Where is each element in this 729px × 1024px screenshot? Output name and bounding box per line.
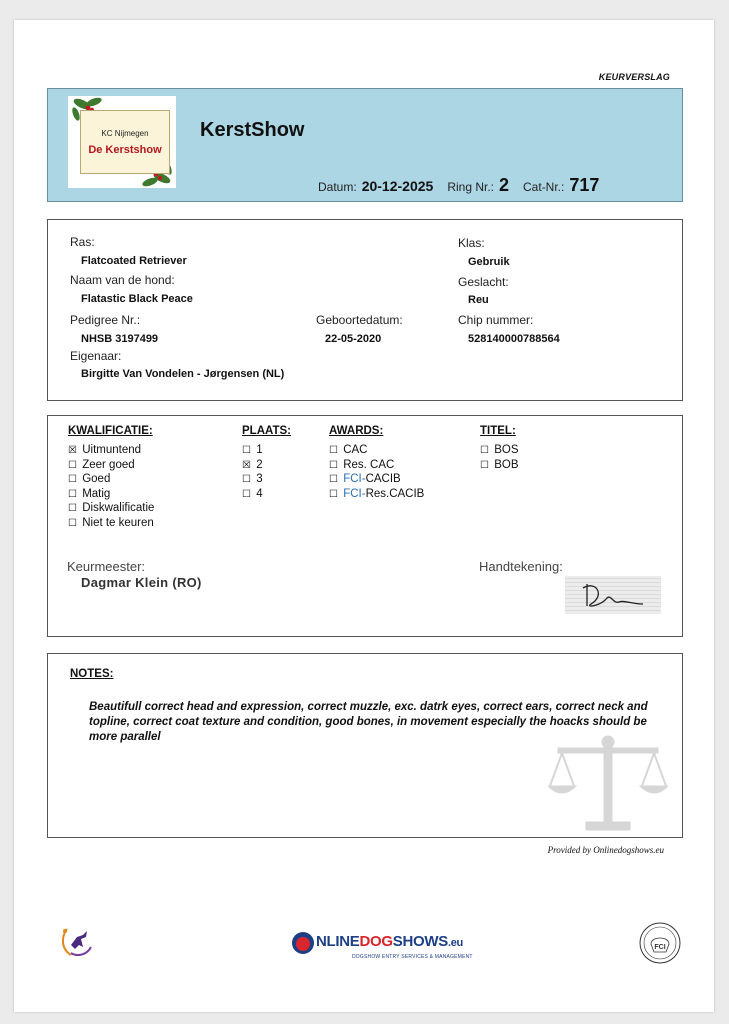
date-label: Datum: (318, 180, 357, 194)
judging-section (47, 415, 683, 637)
checkbox-icon[interactable]: ☐ (242, 474, 251, 485)
checkbox-checked-icon[interactable]: ☒ (242, 460, 251, 471)
placement-option[interactable]: ☐ 4 (242, 488, 263, 500)
checkbox-icon[interactable]: ☐ (242, 489, 251, 500)
award-option[interactable]: ☐ Res. CAC (329, 459, 395, 471)
pedigree-label: Pedigree Nr.: (70, 313, 141, 327)
signature-label: Handtekening: (479, 559, 563, 574)
checkbox-icon[interactable]: ☐ (329, 445, 338, 456)
qualification-option[interactable]: ☐ Niet te keuren (68, 517, 154, 529)
show-meta (318, 175, 599, 196)
owner-label: Eigenaar: (70, 349, 122, 363)
checkbox-icon[interactable]: ☐ (329, 460, 338, 471)
class-label: Klas: (458, 236, 485, 250)
ring-value: 2 (499, 175, 510, 195)
document-type: KEURVERSLAG (598, 72, 670, 82)
signature-image (565, 576, 661, 614)
award-option[interactable]: ☐ FCI-CACIB (329, 473, 401, 485)
report-page (14, 20, 714, 1012)
date-value: 20-12-2025 (361, 178, 434, 194)
dog-club-logo-icon (59, 923, 95, 959)
award-option[interactable]: ☐ FCI-Res.CACIB (329, 488, 425, 500)
pedigree-value: NHSB 3197499 (81, 333, 159, 345)
fci-logo-icon (639, 922, 681, 964)
title-option[interactable]: ☐ BOB (480, 459, 519, 471)
checkbox-icon[interactable]: ☐ (242, 445, 251, 456)
breed-label: Ras: (70, 235, 95, 249)
dog-name-value: Flatastic Black Peace (81, 293, 193, 305)
checkbox-icon[interactable]: ☐ (480, 460, 489, 471)
logo-frame (80, 110, 170, 174)
title-option[interactable]: ☐ BOS (480, 444, 519, 456)
checkbox-checked-icon[interactable]: ☒ (68, 445, 77, 456)
ods-wordmark: NLINEDOGSHOWS.eu (316, 933, 463, 950)
onlinedogshows-logo (292, 930, 473, 970)
notes-text: Beautifull correct head and expression, correct muzzle, exc. datrk eyes, correct ears, correct neck and topline, correct coat texture and condition, good bones, in movement especially the hoacks should be more parallel (89, 701, 648, 743)
qualification-option[interactable]: ☐ Zeer goed (68, 459, 135, 471)
sex-value: Reu (468, 294, 489, 306)
sex-label: Geslacht: (458, 275, 509, 289)
show-title: KerstShow (200, 119, 305, 141)
cat-label: Cat-Nr.: (523, 180, 565, 194)
qualification-option[interactable]: ☐ Diskwalificatie (68, 502, 155, 514)
signature-scribble-icon (565, 576, 661, 614)
scales-watermark-icon (548, 734, 668, 834)
owner-value: Birgitte Van Vondelen - Jørgensen (NL) (81, 368, 285, 380)
paw-icon (296, 937, 310, 951)
judge-label: Keurmeester: (67, 559, 146, 574)
checkbox-icon[interactable]: ☐ (68, 503, 77, 514)
show-logo (68, 96, 176, 188)
title-heading: TITEL: (480, 425, 516, 437)
checkbox-icon[interactable]: ☐ (329, 489, 338, 500)
birth-value: 22-05-2020 (325, 333, 382, 345)
ods-circle-icon (292, 932, 314, 954)
qualification-heading: KWALIFICATIE: (68, 425, 153, 437)
qualification-option[interactable]: ☐ Matig (68, 488, 111, 500)
breed-value: Flatcoated Retriever (81, 255, 187, 267)
checkbox-icon[interactable]: ☐ (68, 489, 77, 500)
chip-value: 528140000788564 (468, 333, 560, 345)
placement-option[interactable]: ☐ 3 (242, 473, 263, 485)
placement-option[interactable]: ☐ 1 (242, 444, 263, 456)
awards-heading: AWARDS: (329, 425, 384, 437)
ods-tagline: DOGSHOW ENTRY SERVICES & MANAGEMENT (352, 954, 473, 960)
dog-name-label: Naam van de hond: (70, 273, 175, 287)
placement-option[interactable]: ☒ 2 (242, 459, 263, 471)
show-header (47, 88, 683, 202)
provided-by: Provided by Onlinedogshows.eu (547, 845, 664, 855)
qualification-option[interactable]: ☐ Goed (68, 473, 111, 485)
judge-name: Dagmar Klein (RO) (81, 575, 202, 590)
checkbox-icon[interactable]: ☐ (68, 474, 77, 485)
checkbox-icon[interactable]: ☐ (68, 518, 77, 529)
logo-show-name: De Kerstshow (88, 144, 162, 156)
logo-club-name: KC Nijmegen (101, 129, 149, 138)
notes-heading: NOTES: (70, 668, 114, 680)
cat-value: 717 (569, 175, 600, 195)
placement-heading: PLAATS: (242, 425, 291, 437)
chip-label: Chip nummer: (458, 313, 534, 327)
checkbox-icon[interactable]: ☐ (329, 474, 338, 485)
checkbox-icon[interactable]: ☐ (68, 460, 77, 471)
class-value: Gebruik (468, 256, 510, 268)
dog-info-section (47, 219, 683, 401)
checkbox-icon[interactable]: ☐ (480, 445, 489, 456)
qualification-option[interactable]: ☒ Uitmuntend (68, 444, 142, 456)
birth-label: Geboortedatum: (316, 313, 403, 327)
award-option[interactable]: ☐ CAC (329, 444, 368, 456)
notes-section (47, 653, 683, 838)
ring-label: Ring Nr.: (447, 180, 494, 194)
fci-logo-text: FCI (654, 944, 666, 951)
